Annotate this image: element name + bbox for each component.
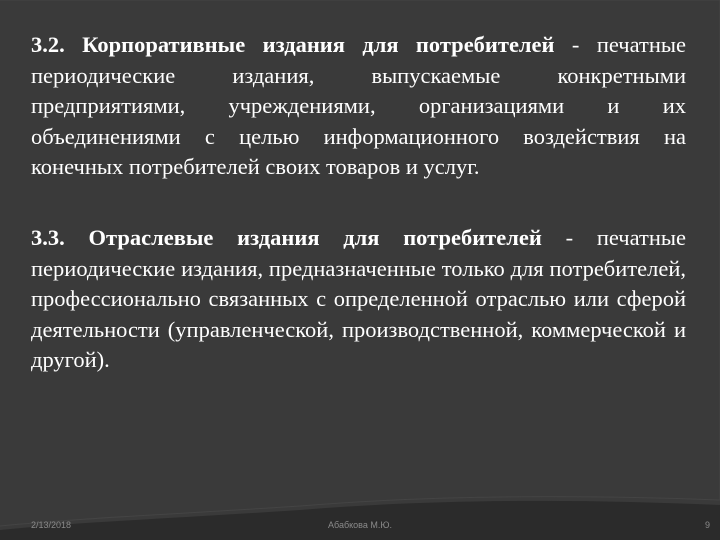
definition-text: печатные периодические издания, предназначенные только для потребителей, профессионально связанных с определенной отраслью или сферой деятельности (управленческой, производственной, коммерческой и другой). xyxy=(31,224,686,373)
term-heading: 3.2. Корпоративные издания для потребителей xyxy=(31,32,555,57)
definition-paragraph-corporate xyxy=(31,30,686,183)
footer-author: Абабкова М.Ю. xyxy=(328,520,392,530)
slide-content xyxy=(31,30,686,376)
term-dash: - xyxy=(554,32,597,57)
term-heading: 3.3. Отраслевые издания для потребителей xyxy=(31,224,542,250)
footer-page-number: 9 xyxy=(704,520,710,530)
footer-date: 2/13/2018 xyxy=(31,520,72,530)
definition-paragraph-industry xyxy=(31,223,686,376)
definition-text: печатные периодические издания, выпускаемые конкретными предприятиями, учреждениями, организациями и их объединениями с целью информационного воздействия на конечных потребителей своих товаров и услуг. xyxy=(31,32,686,180)
term-dash: - xyxy=(541,224,597,250)
